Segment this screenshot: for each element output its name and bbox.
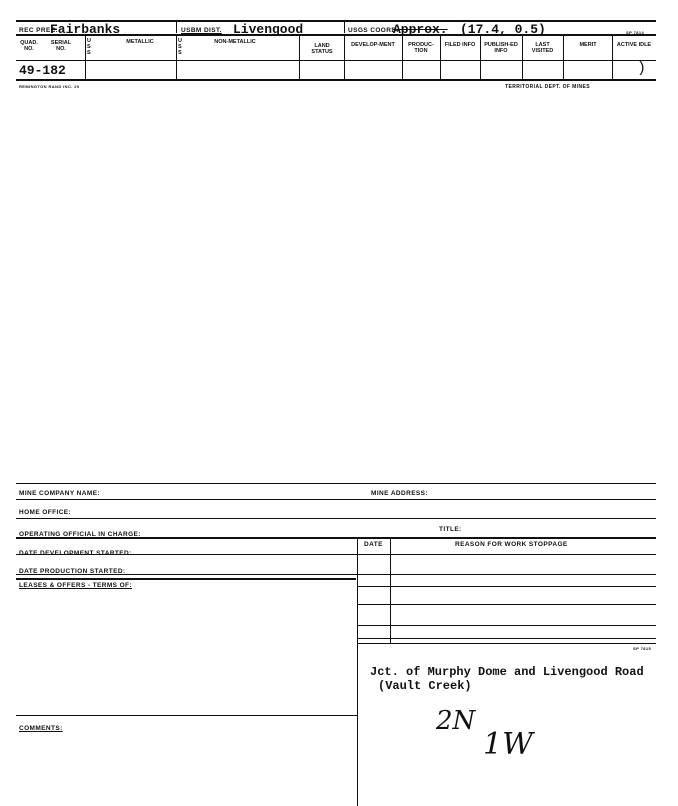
col-merit: MERIT bbox=[579, 42, 597, 48]
line bbox=[16, 574, 656, 575]
territorial-imprint: TERRITORIAL DEPT. OF MINES bbox=[505, 84, 590, 90]
col-divider bbox=[176, 35, 177, 79]
date-prod-label: DATE PRODUCTION STARTED: bbox=[19, 568, 126, 575]
stoppage-row-line bbox=[358, 625, 656, 626]
date-col-label: DATE bbox=[364, 541, 383, 548]
usbm-dist-label: USBM DIST. bbox=[181, 27, 222, 34]
location-line-2: (Vault Creek) bbox=[378, 679, 472, 693]
divider bbox=[344, 21, 345, 33]
printer-imprint: REMINGTON RAND INC. 20 bbox=[19, 84, 80, 89]
reason-col-label: REASON FOR WORK STOPPAGE bbox=[455, 541, 568, 548]
stoppage-row-line bbox=[358, 586, 656, 587]
mine-address-label: MINE ADDRESS: bbox=[371, 490, 428, 497]
col-filed-info: FILED INFO bbox=[444, 42, 476, 48]
col-non-metallic: NON-METALLIC bbox=[214, 39, 256, 45]
line bbox=[16, 578, 356, 580]
divider bbox=[176, 21, 177, 33]
title-label: TITLE: bbox=[439, 526, 462, 533]
col-published-info: PUBLISH-ED INFO bbox=[484, 42, 518, 54]
col-divider bbox=[563, 35, 564, 79]
date-divider bbox=[390, 538, 391, 643]
col-active-idle: ACTIVE IDLE bbox=[616, 42, 652, 48]
header-top-line bbox=[16, 34, 656, 36]
header-bottom-line bbox=[16, 60, 656, 61]
comments-line bbox=[16, 715, 357, 716]
comments-label: COMMENTS: bbox=[19, 725, 63, 732]
line bbox=[16, 499, 656, 500]
col-divider bbox=[480, 35, 481, 79]
col-uss-2: U S S bbox=[178, 38, 182, 56]
usgs-coord-struck: Approx. bbox=[393, 22, 448, 37]
stoppage-row-line bbox=[358, 643, 656, 644]
col-last-visited: LAST VISITED bbox=[531, 42, 554, 54]
col-divider bbox=[522, 35, 523, 79]
line bbox=[16, 518, 656, 519]
location-line-1: Jct. of Murphy Dome and Livengood Road bbox=[370, 665, 644, 679]
usbm-dist-value: Livengood bbox=[233, 22, 304, 37]
col-land-status: LAND STATUS bbox=[311, 43, 333, 55]
usgs-coord-value: (17.4, 0.5) bbox=[460, 22, 546, 37]
lower-form-number: SP 7815 bbox=[633, 646, 652, 651]
col-divider bbox=[344, 35, 345, 79]
active-idle-mark: ) bbox=[637, 60, 647, 77]
col-divider bbox=[85, 35, 86, 79]
col-uss-1: U S S bbox=[87, 38, 91, 56]
top-card bbox=[0, 0, 678, 95]
col-development: DEVELOP-MENT bbox=[351, 42, 395, 48]
date-dev-label: DATE DEVELOPMENT STARTED: bbox=[19, 550, 132, 557]
col-divider bbox=[402, 35, 403, 79]
form-number: SP 7814 bbox=[626, 30, 645, 35]
handwriting-township: 2N bbox=[436, 706, 476, 736]
stoppage-row-line bbox=[358, 638, 656, 639]
stoppage-row-line bbox=[358, 604, 656, 605]
line bbox=[16, 537, 656, 539]
line bbox=[16, 554, 656, 555]
operating-official-label: OPERATING OFFICIAL IN CHARGE: bbox=[19, 531, 141, 538]
mine-company-label: MINE COMPANY NAME: bbox=[19, 490, 100, 497]
col-quad-no: QUAD. NO. bbox=[20, 40, 38, 52]
col-divider bbox=[612, 35, 613, 79]
col-metallic: METALLIC bbox=[126, 39, 154, 45]
quad-serial-value: 49-182 bbox=[19, 63, 66, 78]
home-office-label: HOME OFFICE: bbox=[19, 509, 72, 516]
lower-top-line bbox=[16, 483, 656, 484]
col-divider bbox=[440, 35, 441, 79]
col-production: PRODUC-TION bbox=[408, 42, 434, 54]
rec-prec-label: REC PREC. bbox=[19, 27, 58, 34]
center-divider bbox=[357, 538, 358, 806]
handwriting-range: 1W bbox=[483, 727, 533, 762]
lower-form bbox=[0, 470, 678, 806]
rec-prec-value: Fairbanks bbox=[50, 22, 121, 37]
col-divider bbox=[299, 35, 300, 79]
usgs-coord-label: USGS COORD. bbox=[348, 27, 399, 34]
card-bottom-line bbox=[16, 79, 656, 81]
leases-label: LEASES & OFFERS - TERMS OF: bbox=[19, 582, 132, 589]
col-serial-no: SERIAL NO. bbox=[50, 40, 72, 52]
